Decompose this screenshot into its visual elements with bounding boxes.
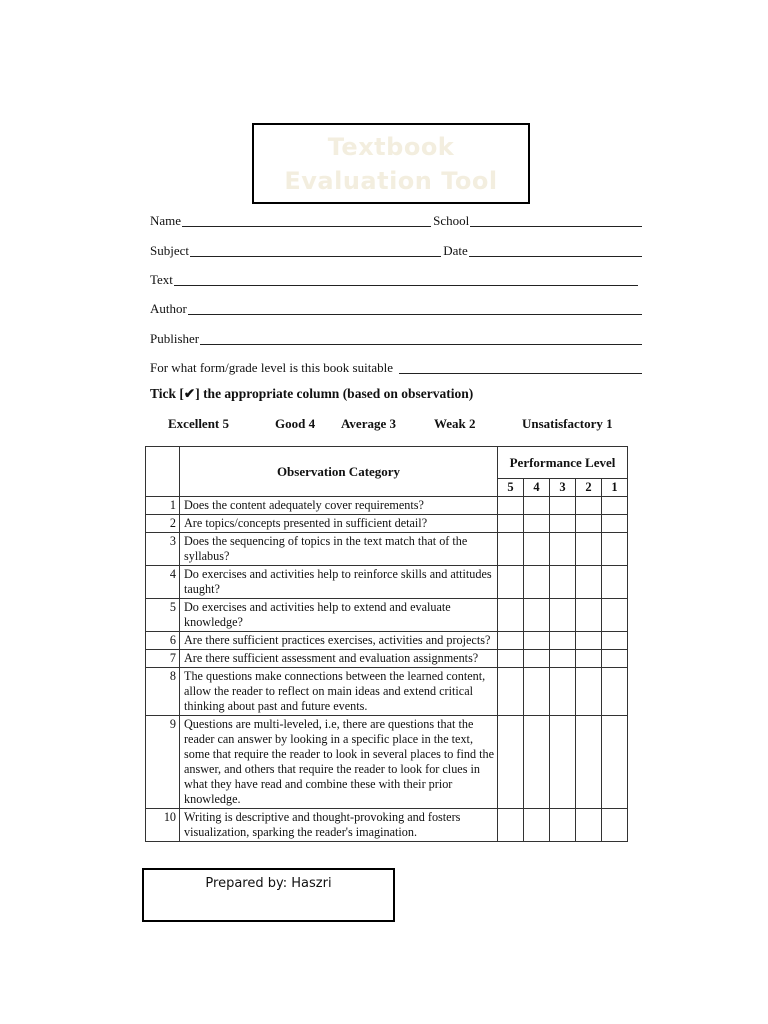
rating-cell-3[interactable] bbox=[550, 632, 576, 650]
publisher-label: Publisher bbox=[150, 331, 200, 346]
table-row bbox=[146, 809, 628, 842]
level-header: 3 bbox=[550, 479, 576, 497]
rating-cell-5[interactable] bbox=[498, 668, 524, 716]
rating-cell-3[interactable] bbox=[550, 497, 576, 515]
text-row bbox=[150, 268, 640, 288]
row-number: 2 bbox=[146, 515, 180, 533]
observation-question: Do exercises and activities help to extend and evaluate knowledge? bbox=[180, 599, 498, 632]
observation-question: Does the sequencing of topics in the text match that of the syllabus? bbox=[180, 533, 498, 566]
observation-question: Questions are multi-leveled, i.e, there are questions that the reader can answer by looking in a specific place in the text, some that require the reader to look in several places to find the answer, and others that require the reader to look for clues in what they have read and combine these with their prior knowledge. bbox=[180, 716, 498, 809]
rating-cell-3[interactable] bbox=[550, 515, 576, 533]
rating-cell-3[interactable] bbox=[550, 566, 576, 599]
table-row bbox=[146, 497, 628, 515]
table-row bbox=[146, 533, 628, 566]
rating-cell-4[interactable] bbox=[524, 533, 550, 566]
rating-cell-5[interactable] bbox=[498, 533, 524, 566]
rating-cell-1[interactable] bbox=[602, 599, 628, 632]
subject-label: Subject bbox=[150, 243, 189, 258]
rating-cell-5[interactable] bbox=[498, 650, 524, 668]
observation-question: Are there sufficient assessment and evaluation assignments? bbox=[180, 650, 498, 668]
row-number: 5 bbox=[146, 599, 180, 632]
rating-cell-4[interactable] bbox=[524, 650, 550, 668]
name-field[interactable] bbox=[182, 214, 431, 227]
table-row bbox=[146, 650, 628, 668]
level-header: 4 bbox=[524, 479, 550, 497]
rating-cell-4[interactable] bbox=[524, 668, 550, 716]
observation-question: The questions make connections between the learned content, allow the reader to reflect on main ideas and extend critical thinking about past and future events. bbox=[180, 668, 498, 716]
rating-cell-3[interactable] bbox=[550, 668, 576, 716]
row-number: 10 bbox=[146, 809, 180, 842]
rating-cell-2[interactable] bbox=[576, 632, 602, 650]
evaluation-table bbox=[145, 446, 628, 842]
rating-cell-2[interactable] bbox=[576, 716, 602, 809]
table-row bbox=[146, 599, 628, 632]
performance-level-header: Performance Level bbox=[498, 447, 628, 479]
author-label: Author bbox=[150, 301, 187, 316]
rating-cell-4[interactable] bbox=[524, 497, 550, 515]
rating-cell-3[interactable] bbox=[550, 809, 576, 842]
scale-average: Average 3 bbox=[341, 416, 396, 431]
observation-question: Do exercises and activities help to reinforce skills and attitudes taught? bbox=[180, 566, 498, 599]
rating-cell-2[interactable] bbox=[576, 566, 602, 599]
rating-cell-1[interactable] bbox=[602, 809, 628, 842]
rating-scale bbox=[150, 416, 644, 434]
rating-cell-2[interactable] bbox=[576, 497, 602, 515]
author-field[interactable] bbox=[188, 302, 642, 315]
publisher-row bbox=[150, 327, 644, 347]
scale-unsatisfactory: Unsatisfactory 1 bbox=[522, 416, 613, 431]
rating-cell-2[interactable] bbox=[576, 533, 602, 566]
rating-cell-1[interactable] bbox=[602, 566, 628, 599]
row-number: 3 bbox=[146, 533, 180, 566]
observation-category-header: Observation Category bbox=[180, 447, 498, 497]
rating-cell-1[interactable] bbox=[602, 668, 628, 716]
rating-cell-2[interactable] bbox=[576, 650, 602, 668]
scale-excellent: Excellent 5 bbox=[168, 416, 230, 431]
rating-cell-4[interactable] bbox=[524, 515, 550, 533]
observation-question: Writing is descriptive and thought-provoking and fosters visualization, sparking the reader's imagination. bbox=[180, 809, 498, 842]
grade-level-label: For what form/grade level is this book suitable bbox=[150, 360, 393, 375]
name-school-row bbox=[150, 209, 644, 229]
title-line-1: Textbook bbox=[327, 132, 455, 161]
rating-cell-5[interactable] bbox=[498, 809, 524, 842]
rating-cell-5[interactable] bbox=[498, 599, 524, 632]
publisher-field[interactable] bbox=[200, 332, 642, 345]
table-row bbox=[146, 716, 628, 809]
rating-cell-1[interactable] bbox=[602, 716, 628, 809]
row-number: 4 bbox=[146, 566, 180, 599]
rating-cell-1[interactable] bbox=[602, 533, 628, 566]
observation-question: Does the content adequately cover requirements? bbox=[180, 497, 498, 515]
scale-weak: Weak 2 bbox=[434, 416, 476, 431]
rating-cell-2[interactable] bbox=[576, 599, 602, 632]
rating-cell-5[interactable] bbox=[498, 632, 524, 650]
rating-cell-5[interactable] bbox=[498, 716, 524, 809]
table-row bbox=[146, 632, 628, 650]
rating-cell-1[interactable] bbox=[602, 515, 628, 533]
row-number: 1 bbox=[146, 497, 180, 515]
rating-cell-3[interactable] bbox=[550, 599, 576, 632]
row-number: 6 bbox=[146, 632, 180, 650]
row-number: 7 bbox=[146, 650, 180, 668]
rating-cell-2[interactable] bbox=[576, 668, 602, 716]
table-row bbox=[146, 668, 628, 716]
prepared-by-box bbox=[142, 868, 395, 922]
rating-cell-5[interactable] bbox=[498, 515, 524, 533]
title-line-2: Evaluation Tool bbox=[284, 166, 498, 195]
school-field[interactable] bbox=[470, 214, 642, 227]
prepared-by-text: Prepared by: Haszri bbox=[205, 876, 332, 891]
date-field[interactable] bbox=[469, 244, 642, 257]
text-field[interactable] bbox=[174, 273, 638, 286]
grade-level-field[interactable] bbox=[399, 361, 642, 374]
name-label: Name bbox=[150, 213, 182, 228]
row-number: 9 bbox=[146, 716, 180, 809]
rating-cell-2[interactable] bbox=[576, 515, 602, 533]
scale-good: Good 4 bbox=[275, 416, 316, 431]
rating-cell-4[interactable] bbox=[524, 632, 550, 650]
level-header: 5 bbox=[498, 479, 524, 497]
level-header: 1 bbox=[602, 479, 628, 497]
rating-cell-5[interactable] bbox=[498, 497, 524, 515]
observation-question: Are topics/concepts presented in sufficient detail? bbox=[180, 515, 498, 533]
text-label: Text bbox=[150, 272, 173, 287]
subject-field[interactable] bbox=[190, 244, 441, 257]
author-row bbox=[150, 297, 644, 317]
rating-cell-3[interactable] bbox=[550, 650, 576, 668]
level-header: 2 bbox=[576, 479, 602, 497]
instruction-text: Tick [✔] the appropriate column (based on observation) bbox=[150, 386, 474, 401]
table-row bbox=[146, 566, 628, 599]
observation-question: Are there sufficient practices exercises, activities and projects? bbox=[180, 632, 498, 650]
grade-level-row bbox=[150, 356, 644, 376]
rating-cell-4[interactable] bbox=[524, 599, 550, 632]
rating-cell-2[interactable] bbox=[576, 809, 602, 842]
row-number: 8 bbox=[146, 668, 180, 716]
rating-cell-1[interactable] bbox=[602, 497, 628, 515]
rating-cell-4[interactable] bbox=[524, 566, 550, 599]
rating-cell-5[interactable] bbox=[498, 566, 524, 599]
table-row bbox=[146, 515, 628, 533]
school-label: School bbox=[433, 213, 470, 228]
rating-cell-3[interactable] bbox=[550, 716, 576, 809]
rating-cell-4[interactable] bbox=[524, 716, 550, 809]
date-label: Date bbox=[443, 243, 468, 258]
rating-cell-4[interactable] bbox=[524, 809, 550, 842]
rating-cell-1[interactable] bbox=[602, 650, 628, 668]
title-box bbox=[252, 123, 530, 204]
rating-cell-1[interactable] bbox=[602, 632, 628, 650]
subject-date-row bbox=[150, 239, 644, 259]
rating-cell-3[interactable] bbox=[550, 533, 576, 566]
number-header bbox=[146, 447, 180, 497]
